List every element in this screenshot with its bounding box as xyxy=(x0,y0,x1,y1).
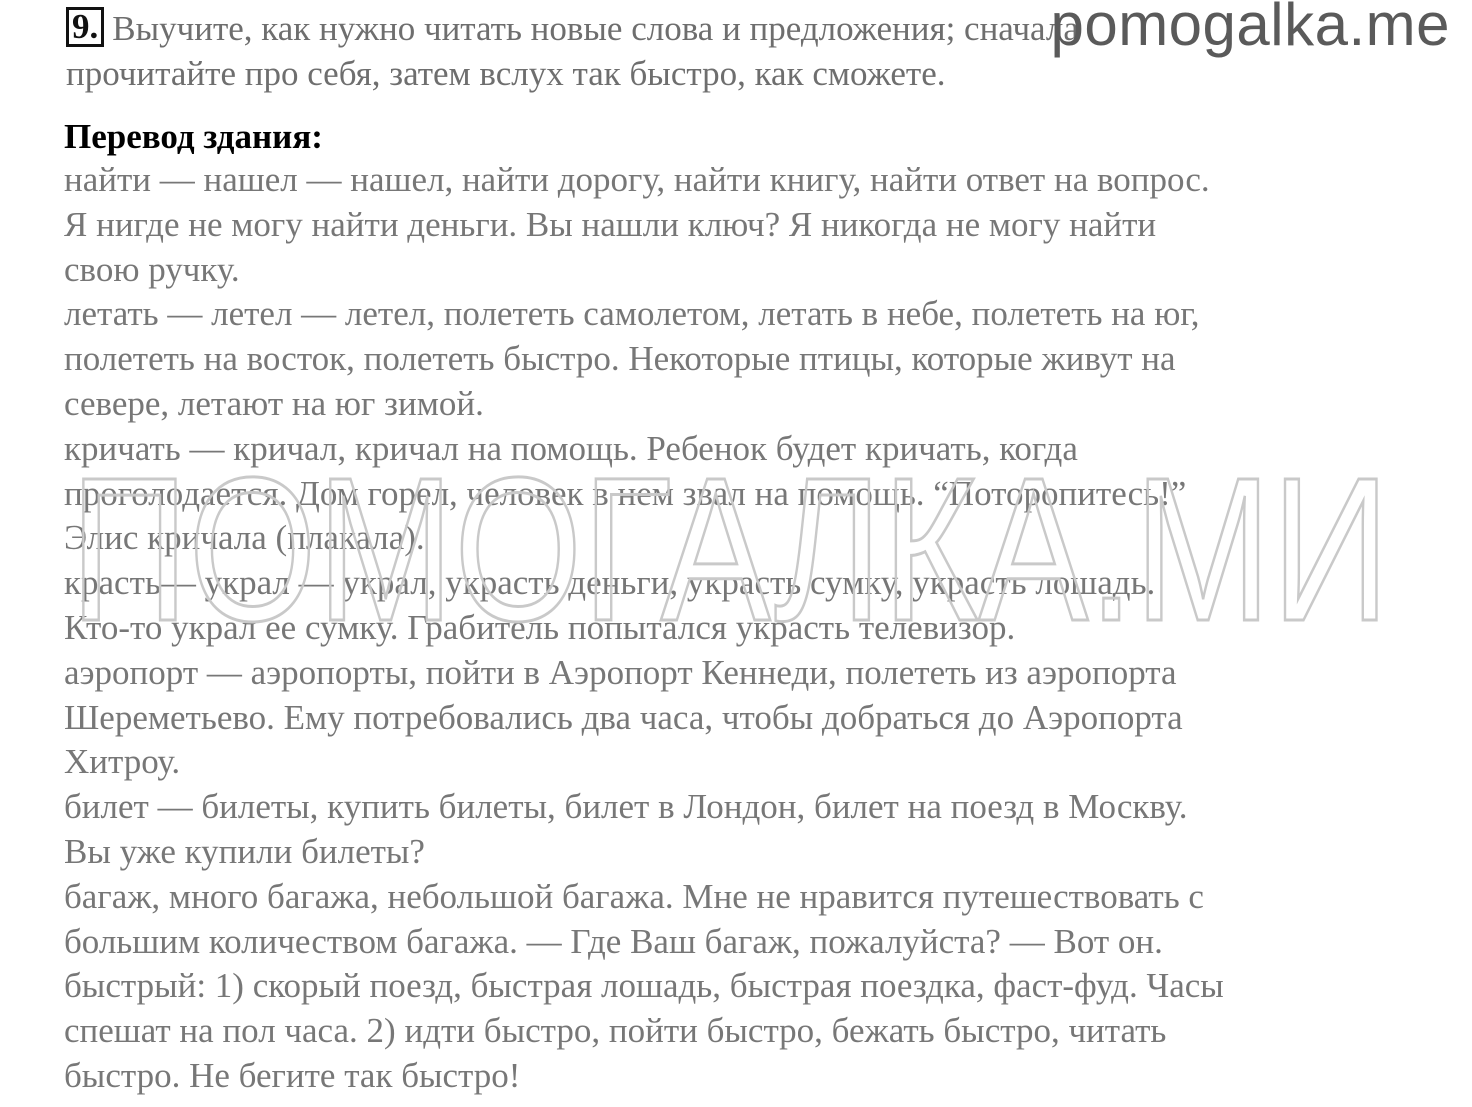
text-line: летать — летел — летел, полететь самолетом, летать в небе, полететь на юг, xyxy=(64,294,1200,334)
text-line: Вы уже купили билеты? xyxy=(64,831,425,871)
text-line: красть— украл — украл, украсть деньги, украсть сумку, украсть лошадь. xyxy=(64,563,1156,603)
text-line: быстрый: 1) скорый поезд, быстрая лошадь, быстрая поездка, фаст-фуд. Часы xyxy=(64,966,1224,1006)
text-line: большим количеством багажа. — Где Ваш багаж, пожалуйста? — Вот он. xyxy=(64,921,1163,961)
text-line: аэропорт — аэропорты, пойти в Аэропорт Кеннеди, полететь из аэропорта xyxy=(64,652,1177,692)
text-line: Хитроу. xyxy=(64,742,181,782)
watermark-url: pomogalka.me xyxy=(1050,0,1450,58)
task-number: 9. xyxy=(66,7,104,47)
task-text: Выучите, как нужно читать новые слова и предложения; сначала xyxy=(112,9,1079,48)
text-line: спешат на пол часа. 2) идти быстро, пойти быстро, бежать быстро, читать xyxy=(64,1011,1167,1051)
text-line: Элис кричала (плакала). xyxy=(64,518,425,558)
text-line: Шереметьево. Ему потребовались два часа, чтобы добраться до Аэропорта xyxy=(64,697,1183,737)
task-line-2: прочитайте про себя, затем вслух так быстро, как сможете. xyxy=(66,54,946,93)
text-line: свою ручку. xyxy=(64,249,240,289)
text-line: севере, летают на юг зимой. xyxy=(64,383,484,423)
text-line: Я нигде не могу найти деньги. Вы нашли ключ? Я никогда не могу найти xyxy=(64,204,1157,244)
watermark-logo xyxy=(50,440,1410,640)
text-line: быстро. Не бегите так быстро! xyxy=(64,1055,521,1095)
translation-heading: Перевод здания: xyxy=(64,117,323,156)
text-line: полететь на восток, полететь быстро. Некоторые птицы, которые живут на xyxy=(64,339,1176,379)
text-line: Кто-то украл ее сумку. Грабитель попытался украсть телевизор. xyxy=(64,607,1016,647)
text-line: багаж, много багажа, небольшой багажа. Мне не нравится путешествовать с xyxy=(64,876,1204,916)
text-line: билет — билеты, купить билеты, билет в Лондон, билет на поезд в Москву. xyxy=(64,787,1188,827)
watermark-logo-text: ПОМОГАЛКА.МИ xyxy=(70,440,1390,640)
text-line: кричать — кричал, кричал на помощь. Ребенок будет кричать, когда xyxy=(64,428,1078,468)
text-line: проголодается. Дом горел, человек в нем звал на помощь. “Поторопитесь!” xyxy=(64,473,1187,513)
text-line: найти — нашел — нашел, найти дорогу, найти книгу, найти ответ на вопрос. xyxy=(64,160,1210,199)
